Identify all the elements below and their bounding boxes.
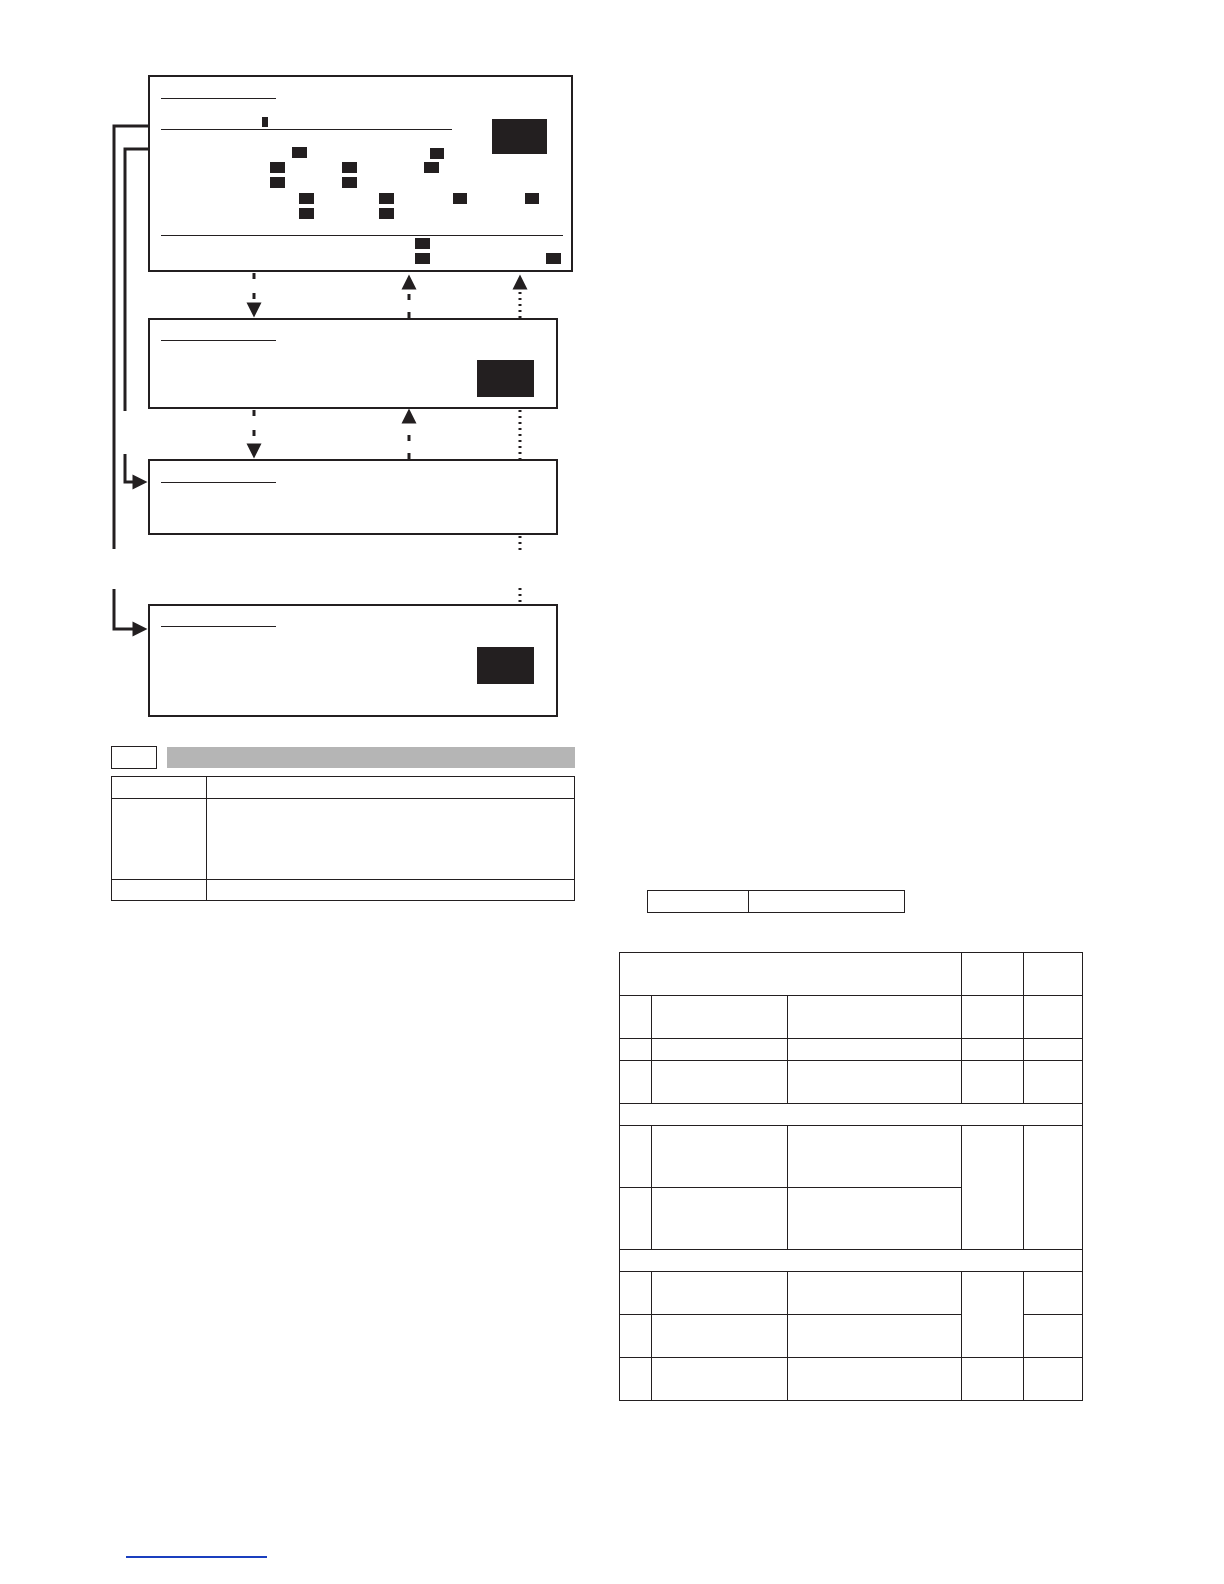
table-row bbox=[620, 1126, 1083, 1188]
table-cell bbox=[651, 996, 787, 1039]
table-header-cell bbox=[962, 953, 1024, 996]
table-group-cell bbox=[620, 1250, 1083, 1272]
section-number-box bbox=[111, 746, 157, 769]
table-cell bbox=[749, 891, 905, 913]
table-header-row bbox=[620, 953, 1083, 996]
table-cell bbox=[1024, 1039, 1083, 1061]
table-cell bbox=[962, 1061, 1024, 1104]
table-cell bbox=[1024, 1126, 1083, 1250]
table-cell bbox=[787, 1061, 962, 1104]
table-header-cell bbox=[620, 953, 962, 996]
table-cell bbox=[962, 1272, 1024, 1358]
table-cell bbox=[651, 1272, 787, 1315]
table-cell bbox=[620, 1315, 652, 1358]
table-cell bbox=[620, 1039, 652, 1061]
table-cell bbox=[787, 1358, 962, 1401]
table-cell bbox=[962, 1126, 1024, 1250]
table-cell bbox=[787, 1188, 962, 1250]
table-cell bbox=[962, 1039, 1024, 1061]
left-table bbox=[111, 776, 575, 901]
table-cell bbox=[787, 996, 962, 1039]
table-row bbox=[620, 1272, 1083, 1315]
table-cell bbox=[651, 1315, 787, 1358]
table-cell bbox=[651, 1061, 787, 1104]
table-cell bbox=[620, 1061, 652, 1104]
table-cell bbox=[1024, 1272, 1083, 1315]
panel-4-entry-arrow bbox=[114, 589, 140, 629]
table-cell bbox=[962, 996, 1024, 1039]
table-cell bbox=[207, 880, 575, 901]
table-cell bbox=[207, 799, 575, 880]
table-cell bbox=[1024, 1061, 1083, 1104]
table-row bbox=[620, 996, 1083, 1039]
table-cell bbox=[651, 1188, 787, 1250]
section-title-bar bbox=[167, 747, 575, 768]
table-row bbox=[112, 799, 575, 880]
table-cell bbox=[962, 1358, 1024, 1401]
table-cell bbox=[651, 1126, 787, 1188]
right-header-table bbox=[647, 890, 905, 913]
table-cell bbox=[1024, 996, 1083, 1039]
table-group-row bbox=[620, 1250, 1083, 1272]
table-row bbox=[620, 1358, 1083, 1401]
table-cell bbox=[648, 891, 749, 913]
table-cell bbox=[620, 1358, 652, 1401]
table-cell bbox=[207, 777, 575, 799]
table-cell bbox=[787, 1126, 962, 1188]
table-cell bbox=[787, 1272, 962, 1315]
table-row bbox=[112, 880, 575, 901]
table-group-row bbox=[620, 1104, 1083, 1126]
table-row bbox=[620, 1061, 1083, 1104]
panel-3-entry-arrow bbox=[125, 454, 140, 482]
right-table bbox=[619, 952, 1083, 1401]
table-cell bbox=[1024, 1358, 1083, 1401]
table-row bbox=[112, 777, 575, 799]
table-header-cell bbox=[1024, 953, 1083, 996]
table-cell bbox=[1024, 1315, 1083, 1358]
table-cell bbox=[112, 799, 207, 880]
table-cell bbox=[787, 1039, 962, 1061]
table-group-cell bbox=[620, 1104, 1083, 1126]
table-cell bbox=[620, 996, 652, 1039]
table-cell bbox=[651, 1358, 787, 1401]
table-cell bbox=[787, 1315, 962, 1358]
table-cell bbox=[620, 1272, 652, 1315]
table-cell bbox=[112, 880, 207, 901]
table-cell bbox=[112, 777, 207, 799]
table-row bbox=[648, 891, 905, 913]
table-cell bbox=[620, 1188, 652, 1250]
table-cell bbox=[651, 1039, 787, 1061]
table-row bbox=[620, 1039, 1083, 1061]
outer-loop-line bbox=[114, 126, 148, 549]
inner-loop-line bbox=[125, 149, 148, 411]
footer-link[interactable] bbox=[126, 1556, 267, 1558]
table-cell bbox=[620, 1126, 652, 1188]
